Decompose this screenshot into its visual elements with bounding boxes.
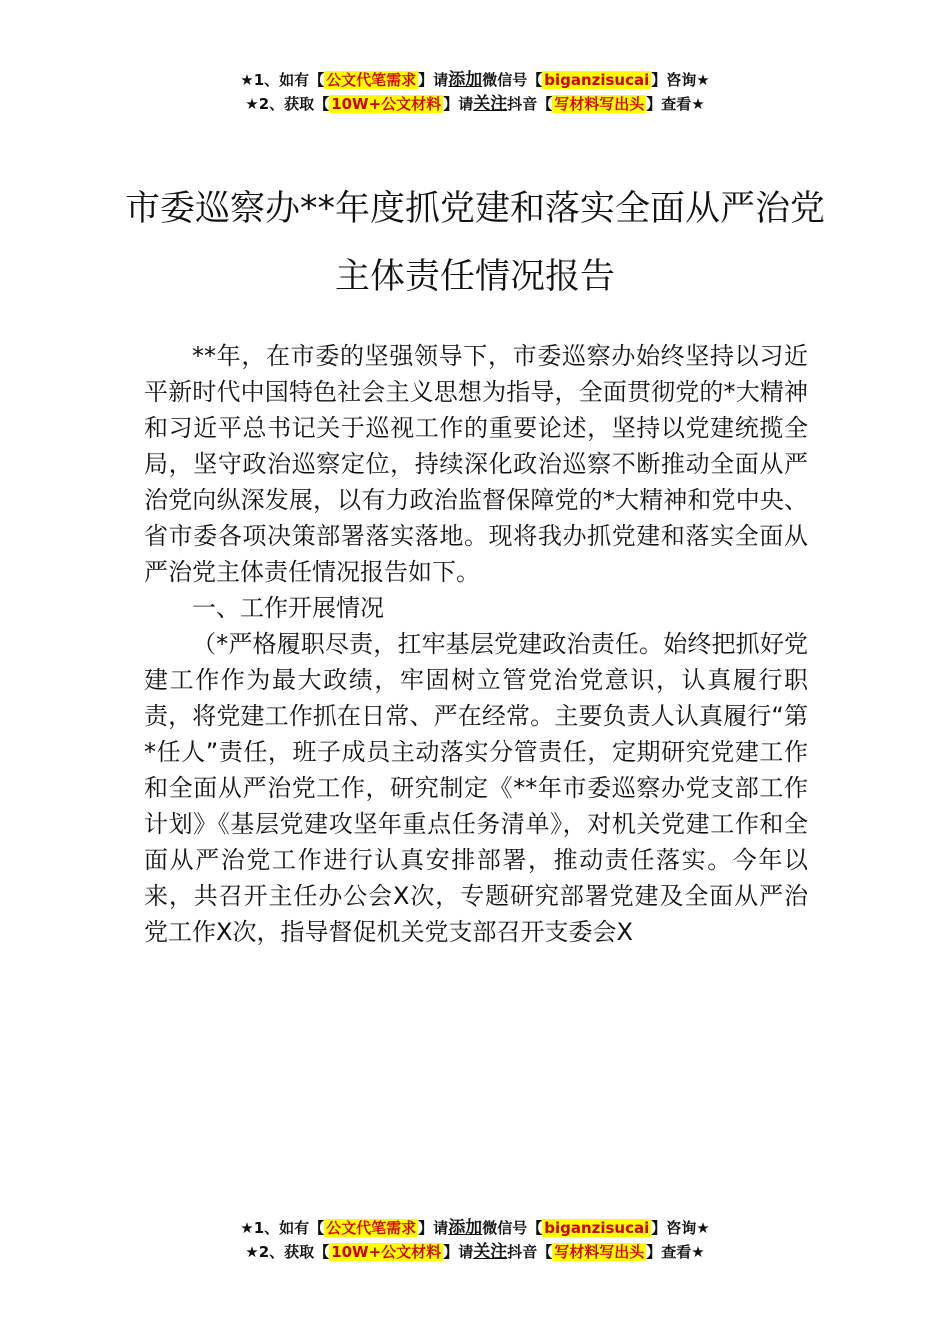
- promo-underlined-text: 关注: [473, 94, 508, 114]
- douyin-account-highlight: 写材料写出头: [554, 95, 645, 113]
- section-heading: 一、工作开展情况: [192, 594, 384, 622]
- promo-text: 1、如有【: [253, 1219, 325, 1237]
- promo-text: 抖音【: [507, 1243, 553, 1261]
- star-icon: ★: [240, 71, 254, 89]
- promo-text: 】请: [443, 95, 474, 113]
- promo-underlined-text: 添加: [448, 70, 483, 90]
- document-title: 市委巡察办**年度抓党建和落实全面从严治党主体责任情况报告: [124, 189, 825, 297]
- wechat-id-highlight: biganzisucai: [544, 71, 650, 89]
- douyin-account-highlight: 写材料写出头: [554, 1243, 645, 1261]
- promo-line-2: [0, 92, 950, 116]
- promo-banner-bottom: [0, 1216, 950, 1264]
- promo-highlight: 公文代笔需求: [326, 1219, 417, 1237]
- promo-text: 微信号【: [482, 71, 543, 89]
- promo-underlined-text: 关注: [473, 1242, 508, 1262]
- promo-underlined-text: 添加: [448, 1218, 483, 1238]
- promo-banner-top: [0, 68, 950, 116]
- promo-text: 2、获取【: [258, 95, 330, 113]
- promo-line-2: [0, 1240, 950, 1264]
- body-paragraph: （*严格履职尽责，扛牢基层党建政治责任。始终把抓好党建工作作为最大政绩，牢固树立管党治党意识，认真履行职责，将党建工作抓在日常、严在经常。主要负责人认真履行“第*任人”责任，班子成员主动落实分管责任，定期研究党建工作和全面从严治党工作，研究制定《**年市委巡察办党支部工作计划》《基层党建攻坚年重点任务清单》，对机关党建工作和全面从严治党工作进行认真安排部署，推动责任落实。今年以来，共召开主任办公会X次，专题研究部署党建及全面从严治党工作X次，指导督促机关党支部召开支委会X: [144, 630, 808, 946]
- star-icon: ★: [245, 95, 259, 113]
- promo-text: 】咨询★: [651, 1219, 710, 1237]
- star-icon: ★: [240, 1219, 254, 1237]
- promo-text: 】请: [418, 71, 449, 89]
- document-body: [144, 338, 808, 950]
- body-paragraph-intro: **年，在市委的坚强领导下，市委巡察办始终坚持以习近平新时代中国特色社会主义思想为指导，全面贯彻党的*大精神和习近平总书记关于巡视工作的重要论述，坚持以党建统揽全局，坚守政治巡察定位，持续深化政治巡察不断推动全面从严治党向纵深发展，以有力政治监督保障党的*大精神和党中央、省市委各项决策部署落实落地。现将我办抓党建和落实全面从严治党主体责任情况报告如下。: [144, 342, 808, 586]
- promo-text: 】请: [443, 1243, 474, 1261]
- promo-highlight: 10W+公文材料: [331, 1243, 442, 1261]
- promo-text: 】查看★: [646, 1243, 705, 1261]
- promo-text: 2、获取【: [258, 1243, 330, 1261]
- promo-text: 】查看★: [646, 95, 705, 113]
- promo-text: 】请: [418, 1219, 449, 1237]
- promo-line-1: [0, 68, 950, 92]
- promo-text: 抖音【: [507, 95, 553, 113]
- promo-highlight: 10W+公文材料: [331, 95, 442, 113]
- star-icon: ★: [245, 1243, 259, 1261]
- promo-line-1: [0, 1216, 950, 1240]
- promo-highlight: 公文代笔需求: [326, 71, 417, 89]
- promo-text: 微信号【: [482, 1219, 543, 1237]
- promo-text: 】咨询★: [651, 71, 710, 89]
- promo-text: 1、如有【: [253, 71, 325, 89]
- wechat-id-highlight: biganzisucai: [544, 1219, 650, 1237]
